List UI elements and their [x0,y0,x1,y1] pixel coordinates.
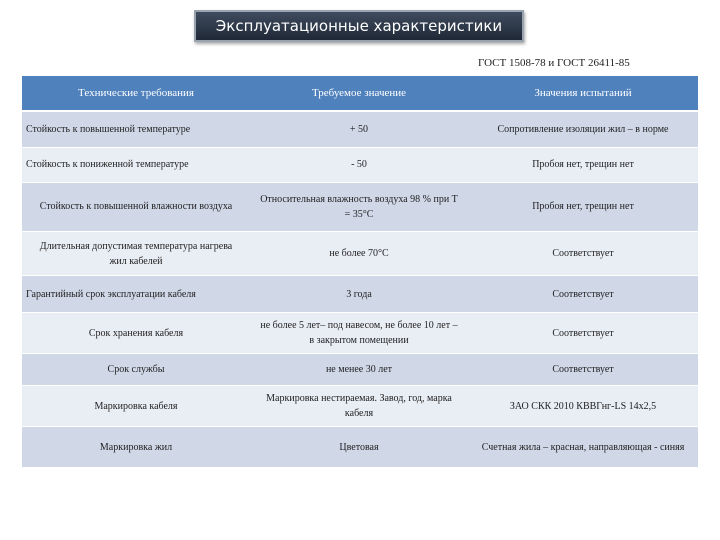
required-value-cell: Цветовая [250,427,468,468]
table-row [22,313,698,354]
required-value-cell: не более 5 лет– под навесом, не более 10 лет – в закрытом помещении [250,313,468,354]
requirement-cell: Стойкость к пониженной температуре [22,148,250,183]
column-header-test-values: Значения испытаний [468,76,698,111]
standards-reference: ГОСТ 1508-78 и ГОСТ 26411-85 [478,57,630,69]
required-value-cell: не менее 30 лет [250,353,468,386]
table-row [22,353,698,386]
table-row [22,427,698,468]
test-value-cell: Пробоя нет, трещин нет [468,148,698,183]
test-value-cell: Соответствует [468,276,698,313]
table-row [22,386,698,427]
required-value-cell: 3 года [250,276,468,313]
requirement-cell: Срок хранения кабеля [22,313,250,354]
requirement-cell: Длительная допустимая температура нагрева жил кабелей [22,231,250,276]
requirement-cell: Стойкость к повышенной температуре [22,111,250,148]
column-header-required-value: Требуемое значение [250,76,468,111]
table-row [22,111,698,148]
table-row [22,182,698,231]
requirement-cell: Маркировка жил [22,427,250,468]
column-header-requirements: Технические требования [22,76,250,111]
requirement-cell: Стойкость к повышенной влажности воздуха [22,182,250,231]
test-value-cell: Счетная жила – красная, направляющая - синяя [468,427,698,468]
required-value-cell: - 50 [250,148,468,183]
required-value-cell: + 50 [250,111,468,148]
test-value-cell: Соответствует [468,313,698,354]
characteristics-table [22,76,698,468]
test-value-cell: ЗАО СКК 2010 КВВГнг-LS 14х2,5 [468,386,698,427]
test-value-cell: Соответствует [468,231,698,276]
test-value-cell: Пробоя нет, трещин нет [468,182,698,231]
table-row [22,148,698,183]
test-value-cell: Сопротивление изоляции жил – в норме [468,111,698,148]
test-value-cell: Соответствует [468,353,698,386]
table-row [22,276,698,313]
required-value-cell: не более 70°С [250,231,468,276]
required-value-cell: Маркировка нестираемая. Завод, год, марка кабеля [250,386,468,427]
requirement-cell: Маркировка кабеля [22,386,250,427]
requirement-cell: Гарантийный срок эксплуатации кабеля [22,276,250,313]
requirement-cell: Срок службы [22,353,250,386]
table-header-row [22,76,698,111]
table-row [22,231,698,276]
page-title: Эксплуатационные характеристики [194,10,524,42]
required-value-cell: Относительная влажность воздуха 98 % при Т = 35°С [250,182,468,231]
